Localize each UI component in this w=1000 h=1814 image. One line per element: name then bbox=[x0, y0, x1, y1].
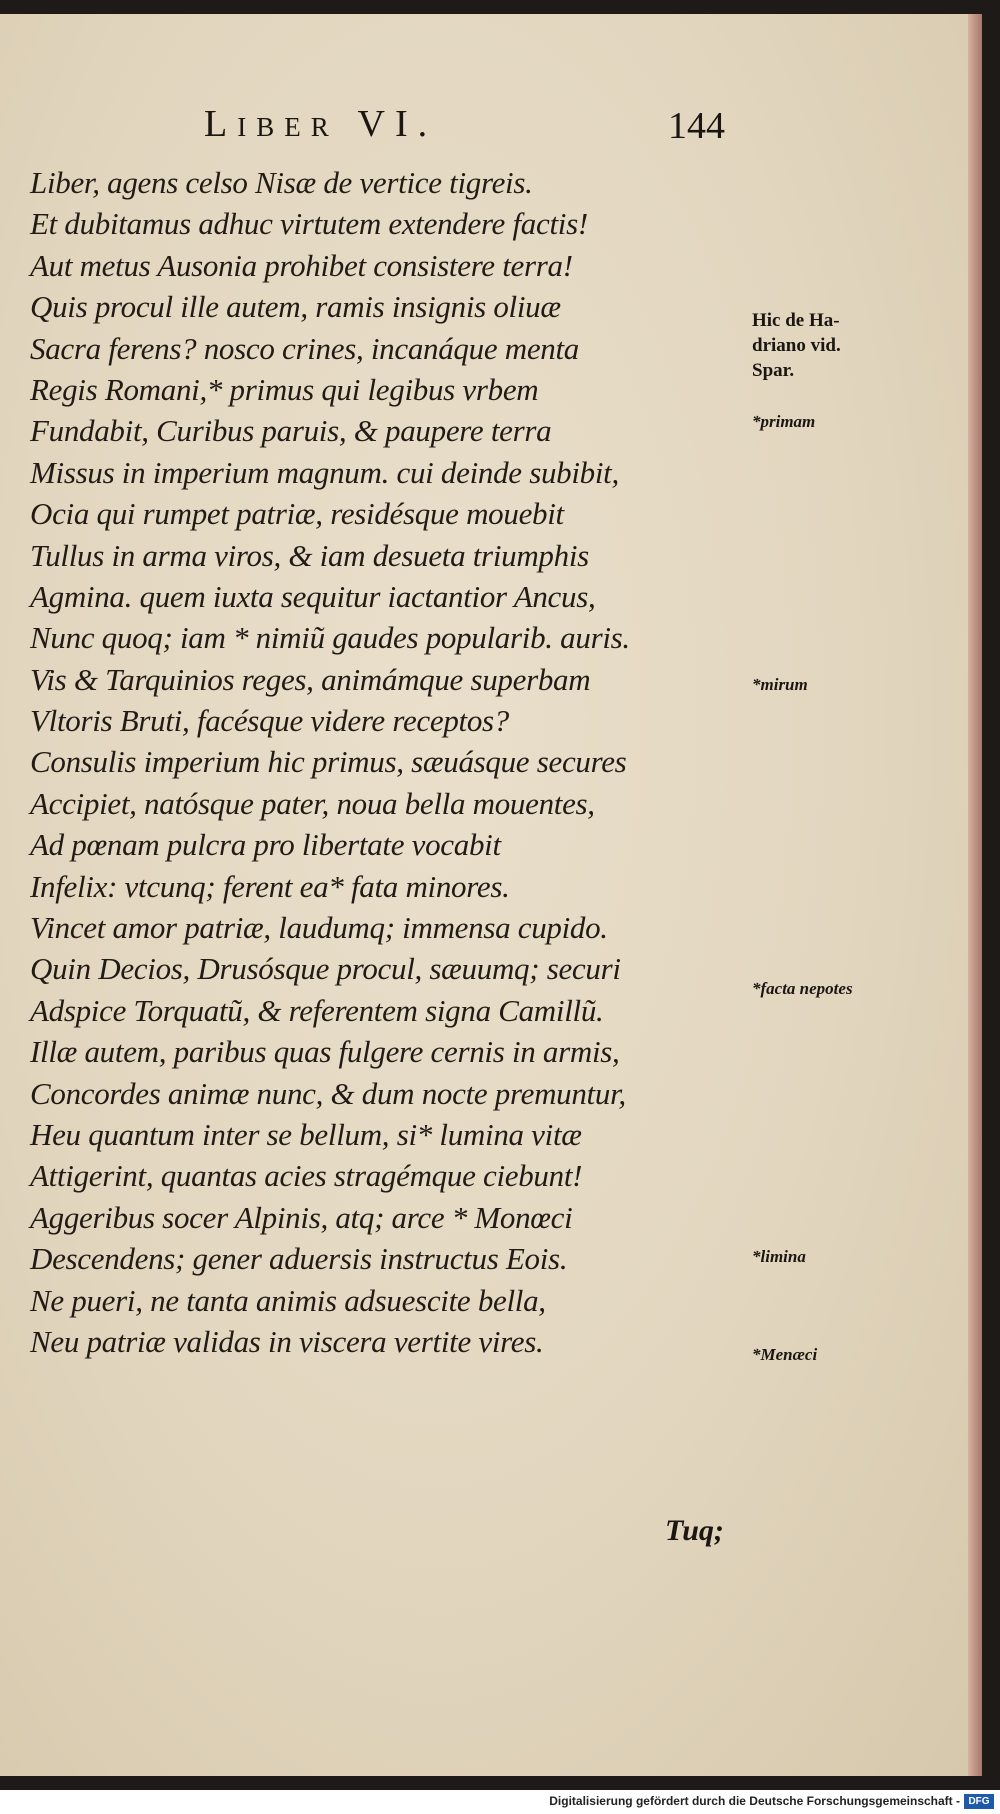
verse-line: Infelix: vtcunq; ferent ea* fata minores. bbox=[30, 868, 510, 904]
verse-line: Aggeribus socer Alpinis, atq; arce * Monœci bbox=[30, 1199, 573, 1235]
verse-line: Concordes animæ nunc, & dum nocte premuntur, bbox=[30, 1075, 626, 1111]
verse-line: Regis Romani,* primus qui legibus vrbem bbox=[30, 371, 539, 407]
marginal-note: Hic de Ha- driano vid. Spar. bbox=[752, 310, 841, 381]
verse-line: Ocia qui rumpet patriæ, residésque mouebit bbox=[30, 496, 564, 532]
marginal-note: *mirum bbox=[752, 675, 808, 694]
verse-line: Neu patriæ validas in viscera vertite vires. bbox=[30, 1323, 544, 1359]
verse-line: Attigerint, quantas acies stragémque ciebunt! bbox=[30, 1158, 583, 1194]
verse-line: Vis & Tarquinios reges, animámque superbam bbox=[30, 661, 591, 697]
verse-line: Sacra ferens? nosco crines, incanáque menta bbox=[30, 330, 580, 366]
running-head: Liber VI. bbox=[204, 103, 438, 145]
verse-line: Et dubitamus adhuc virtutem extendere factis! bbox=[30, 206, 588, 242]
marginal-note: *facta nepotes bbox=[752, 979, 853, 998]
page-edge bbox=[968, 14, 982, 1776]
marginal-note: *primam bbox=[752, 412, 816, 431]
verse-line: Adspice Torquatũ, & referentem signa Camillũ. bbox=[30, 992, 604, 1028]
verse-line: Agmina. quem iuxta sequitur iactantior Ancus, bbox=[30, 578, 596, 614]
verse-line: Heu quantum inter se bellum, si* lumina vitæ bbox=[30, 1116, 582, 1152]
digitization-footer bbox=[0, 1790, 1000, 1814]
verse-line: Illæ autem, paribus quas fulgere cernis in armis, bbox=[30, 1034, 620, 1070]
verse-line: Nunc quoq; iam * nimiũ gaudes popularib. auris. bbox=[30, 620, 630, 656]
verse-line: Tullus in arma viros, & iam desueta triumphis bbox=[30, 537, 589, 573]
verse-list bbox=[30, 162, 750, 1362]
verse-line: Fundabit, Curibus paruis, & paupere terra bbox=[30, 413, 552, 449]
verse-line: Quis procul ille autem, ramis insignis oliuæ bbox=[30, 289, 561, 325]
page-number: 144 bbox=[668, 105, 725, 147]
book-page bbox=[0, 14, 974, 1776]
verse-line: Ad pœnam pulcra pro libertate vocabit bbox=[30, 827, 501, 863]
verse-line: Descendens; gener aduersis instructus Eois. bbox=[30, 1241, 568, 1277]
verse-line: Liber, agens celso Nisæ de vertice tigreis. bbox=[30, 165, 533, 200]
page-header bbox=[0, 102, 968, 152]
catchword: Tuq; bbox=[665, 1514, 724, 1547]
verse-line: Ne pueri, ne tanta animis adsuescite bella, bbox=[30, 1282, 546, 1318]
verse-line: Quin Decios, Drusósque procul, sæuumq; securi bbox=[30, 951, 621, 987]
verse-line: Consulis imperium hic primus, sæuásque secures bbox=[30, 744, 627, 780]
verse-line: Vincet amor patriæ, laudumq; immensa cupido. bbox=[30, 910, 608, 946]
marginal-note: *limina bbox=[752, 1247, 806, 1266]
verse-line: Missus in imperium magnum. cui deinde subibit, bbox=[30, 454, 619, 490]
marginal-note: *Menæci bbox=[752, 1345, 818, 1364]
dfg-logo-icon: DFG bbox=[964, 1794, 994, 1809]
verse-line: Vltoris Bruti, facésque videre receptos? bbox=[30, 703, 510, 739]
verse-line: Aut metus Ausonia prohibet consistere terra! bbox=[30, 247, 573, 283]
verse-line: Accipiet, natósque pater, noua bella mouentes, bbox=[30, 785, 595, 821]
footer-credit: Digitalisierung gefördert durch die Deutsche Forschungsgemeinschaft - bbox=[549, 1794, 960, 1808]
